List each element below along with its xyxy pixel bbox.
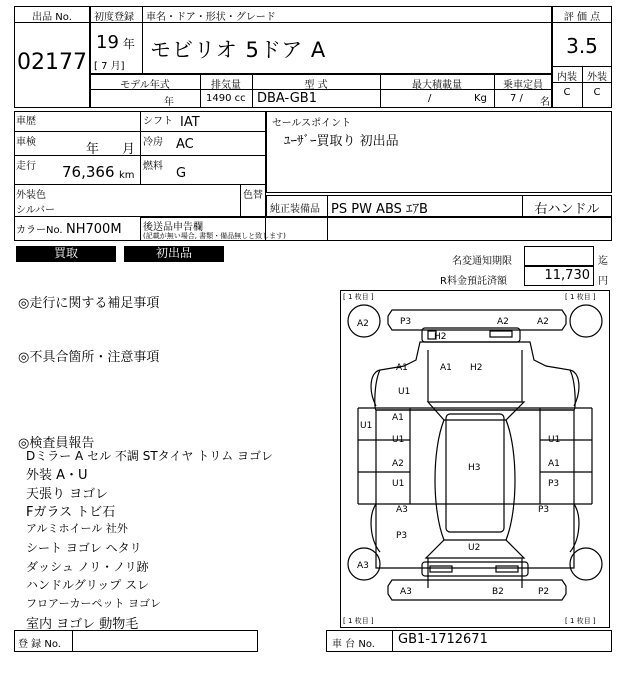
year-value: 19 [96,32,119,53]
steering-value: 右ハンドル [534,202,600,217]
color-no-value: NH700M [66,222,122,237]
tire-front-right [570,305,602,337]
type-label: 型 式 [304,80,328,91]
mark-front-h2: H2 [434,332,447,342]
inspection-month: 月 [122,142,136,157]
color-change-label: 色替 [243,190,263,201]
inspector-line: シート ヨゴレ ヘタリ [26,541,142,555]
mark-right-u1: U1 [548,435,561,445]
displacement-label: 排気量 [211,80,241,91]
mark-trunk-u2: U2 [468,543,481,553]
mark-roof-h3: H3 [468,463,481,473]
inspector-line: 外装 A・U [26,468,88,483]
mark-rear-a3b: A3 [400,587,412,597]
inspector-line: Dミラー A セル 不調 STタイヤ トリム ヨゴレ [26,449,274,463]
inspector-line: ダッシュ ノリ・ノリ跡 [26,560,149,574]
mark-right-p3b: P3 [538,505,550,515]
mark-right-a1: A1 [548,459,560,469]
inspector-line: ハンドルグリップ スレ [26,578,150,592]
score-label: 評 価 点 [563,12,601,23]
recycle-value: 11,730 [544,268,590,283]
mark-front-p3: P3 [400,317,412,327]
car-body-outline [375,342,575,410]
capacity-value: 7 / [510,93,523,104]
tire-rear-right [570,548,602,580]
mark-fender-u1: U1 [398,387,411,397]
mark-hood-a1: A1 [440,363,452,373]
transfer-field [524,246,594,266]
recycle-unit: 円 [598,276,608,287]
mark-rear-a3: A3 [396,505,408,515]
displacement: 1490 cc [206,93,246,104]
max-load-sep: / [428,93,432,104]
equipment-label: 純正装備品 [270,204,320,215]
sales-point-label: セールスポイント [272,118,352,129]
chassis-label: 車 台 No. [332,639,375,650]
exterior-label: 外装 [587,72,607,83]
inspector-line: Fガラス トビ石 [26,505,116,520]
interior-label: 内装 [557,72,577,83]
mark-left-u1: U1 [360,421,373,431]
mark-fender-a1: A1 [396,363,408,373]
declaration-note: (記載が無い場合, 書類・備品無しと致します) [143,232,286,240]
color-value: シルバー [16,205,56,216]
capacity-unit: 名 [540,97,550,108]
transfer-label: 名変通知期限 [452,256,512,267]
lot-no-label: 出品 No. [32,12,72,23]
color-label: 外装色 [16,190,46,201]
year-unit: 年 [122,37,135,51]
mark-rear-p2: P2 [538,587,550,597]
equipment-value: PS PW ABS ｴｱB [331,202,428,217]
car-name-label: 車名・ドア・形状・グレード [146,12,276,23]
fuel-value: G [176,166,187,181]
corner-tr: [ 1 枚目 ] [565,293,596,301]
inspection-label: 車検 [16,137,36,148]
corner-tl: [ 1 枚目 ] [343,293,374,301]
chassis-value: GB1-1712671 [398,632,488,647]
declaration-label: 後送品申告欄 [143,222,203,233]
corner-br: [ 1 枚目 ] [565,617,596,625]
transfer-unit: 迄 [598,256,608,267]
mark-tire-fl: A2 [357,319,369,329]
lot-no: 02177 [17,50,87,75]
sales-point-value: ﾕｰｻﾞｰ買取り 初出品 [284,134,399,149]
exterior-score: C [593,87,601,98]
shift-value: IAT [180,115,200,130]
mark-roof-u1: U1 [392,435,405,445]
interior-score: C [563,87,571,98]
aircon-value: AC [176,137,194,152]
reg-no-label: 登 録 No. [18,639,61,650]
mark-roof-a1: A1 [392,413,404,423]
inspector-line: 室内 ヨゴレ 動物毛 [26,617,139,632]
mileage-unit: km [119,170,135,181]
defects-label: ◎不具合箇所・注意事項 [18,350,160,365]
mark-mid-a2: A2 [392,459,404,469]
car-diagram [340,290,610,628]
mileage-value: 76,366 [62,163,115,181]
corner-bl: [ 1 枚目 ] [343,617,374,625]
capacity-label: 乗車定員 [503,80,543,91]
mileage-label: 走行 [16,161,36,172]
max-load-label: 最大積載量 [412,80,462,91]
first-reg-label: 初度登録 [94,12,134,23]
max-load-unit: Kg [474,93,487,104]
mark-hood-h2: H2 [470,363,483,373]
inspection-year: 年 [86,142,100,157]
car-name: モビリオ 5ドア A [150,38,327,62]
mark-mid-u1: U1 [392,479,405,489]
model-year-unit: 年 [164,97,174,108]
model-year-label: モデル年式 [120,80,170,91]
recycle-label: R料金預託済額 [440,276,507,287]
mark-right-p3: P3 [548,479,560,489]
driving-note-label: ◎走行に関する補足事項 [18,296,160,311]
type-value: DBA-GB1 [257,91,317,106]
first-listing-bar: 初出品 [124,246,224,262]
shift-label: シフト [143,116,173,127]
mark-front-a2a: A2 [497,317,509,327]
history-label: 車歴 [16,116,36,127]
color-no-label: カラーNo. [16,225,63,236]
aircon-label: 冷房 [143,137,163,148]
fuel-label: 燃料 [143,161,163,172]
roof [446,414,504,532]
first-reg-year [96,32,135,53]
mark-tire-rl: A3 [357,561,369,571]
score-value: 3.5 [566,34,598,58]
purchase-bar: 買取 [16,246,116,262]
mark-rear-b2: B2 [492,587,504,597]
first-reg-month: [ 7 月] [94,61,125,72]
mark-front-a2b: A2 [537,317,549,327]
inspector-line: 天張り ヨゴレ [26,487,109,502]
inspector-line: フロアーカーペット ヨゴレ [26,597,161,610]
inspector-line: アルミホイール 社外 [26,522,128,535]
inspector-label: ◎検査員報告 [18,436,95,451]
mark-rear-p3: P3 [396,531,408,541]
